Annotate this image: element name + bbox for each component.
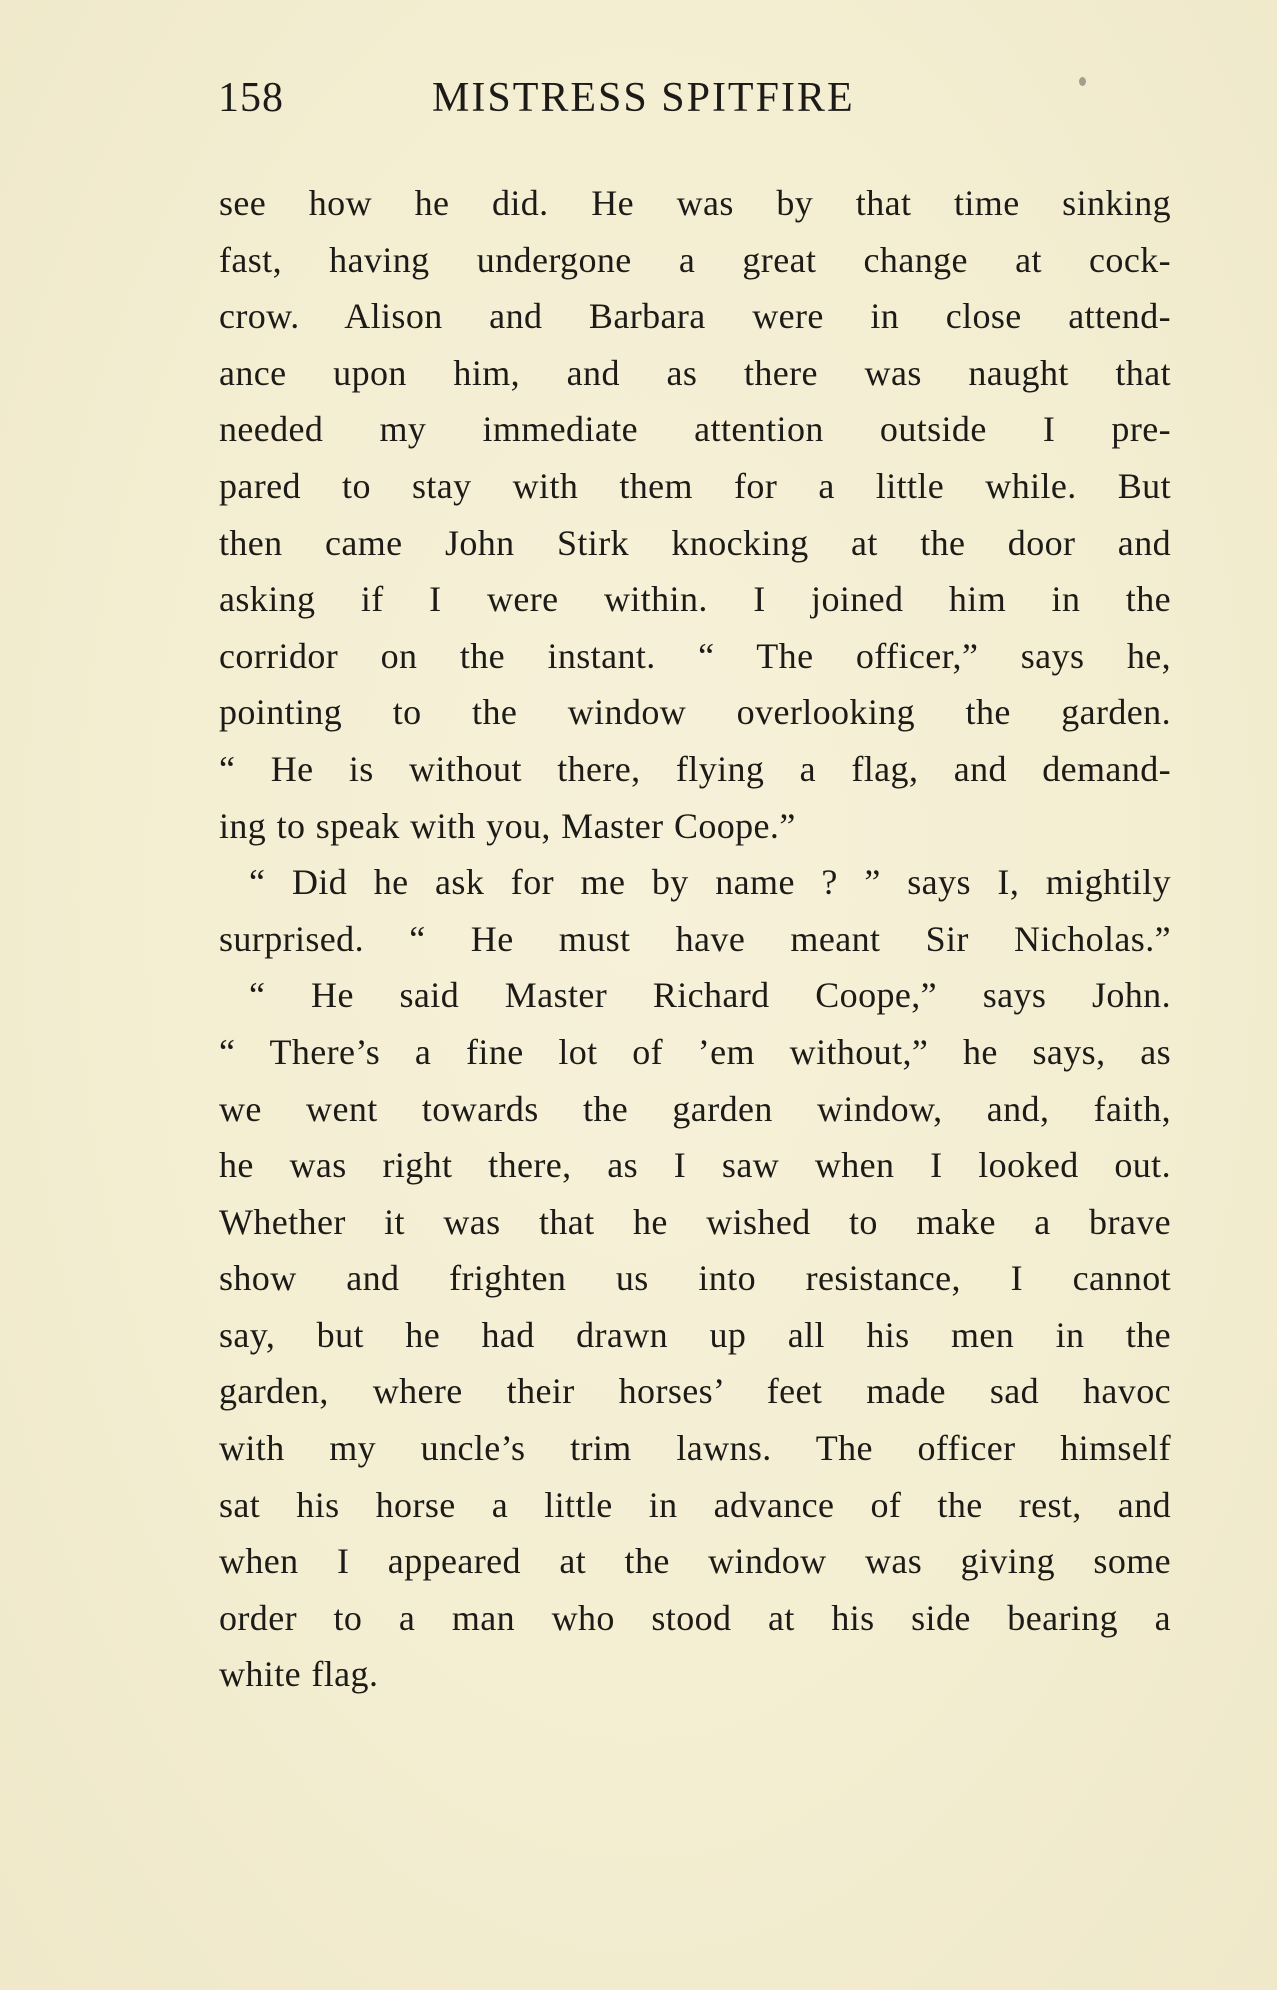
running-title: MISTRESS SPITFIRE	[432, 75, 855, 121]
text-line: garden, where their horses’ feet made sad havoc	[219, 1371, 1171, 1412]
text-line: pared to stay with them for a little while. But	[219, 465, 1171, 506]
text-line: he was right there, as I saw when I looked out.	[219, 1145, 1171, 1186]
text-line: asking if I were within. I joined him in the	[219, 579, 1171, 620]
text-line: needed my immediate attention outside I pre-	[219, 409, 1171, 450]
text-line: crow. Alison and Barbara were in close attend-	[219, 296, 1171, 337]
text-line: then came John Stirk knocking at the door and	[219, 522, 1171, 563]
text-line: see how he did. He was by that time sinking	[219, 183, 1171, 223]
body-text	[219, 175, 1171, 1703]
text-line: “ He said Master Richard Coope,” says John.	[249, 975, 1171, 1016]
text-line: “ Did he ask for me by name ? ” says I, mightily	[249, 862, 1171, 903]
text-line: white flag.	[219, 1654, 379, 1695]
text-line: when I appeared at the window was giving some	[219, 1541, 1171, 1582]
text-line: corridor on the instant. “ The officer,” says he,	[219, 635, 1171, 676]
text-line: surprised. “ He must have meant Sir Nicholas.”	[219, 918, 1171, 959]
page-header	[218, 74, 1078, 130]
text-line: we went towards the garden window, and, faith,	[219, 1088, 1171, 1129]
text-line: sat his horse a little in advance of the rest, and	[219, 1484, 1171, 1525]
text-line: ance upon him, and as there was naught that	[219, 352, 1171, 393]
text-line: show and frighten us into resistance, I cannot	[219, 1258, 1171, 1299]
text-line: with my uncle’s trim lawns. The officer himself	[219, 1428, 1171, 1469]
text-line: “ There’s a fine lot of ’em without,” he says, as	[219, 1031, 1171, 1072]
ink-speck	[1079, 77, 1086, 86]
text-line: say, but he had drawn up all his men in the	[219, 1314, 1171, 1355]
text-line: “ He is without there, flying a flag, and demand-	[219, 748, 1171, 789]
text-line: ing to speak with you, Master Coope.”	[219, 805, 796, 846]
text-line: fast, having undergone a great change at cock-	[219, 239, 1171, 280]
page-number: 158	[218, 75, 284, 121]
text-line: order to a man who stood at his side bearing a	[219, 1597, 1171, 1638]
text-line: pointing to the window overlooking the garden.	[219, 692, 1171, 733]
text-line: Whether it was that he wished to make a brave	[219, 1201, 1171, 1242]
